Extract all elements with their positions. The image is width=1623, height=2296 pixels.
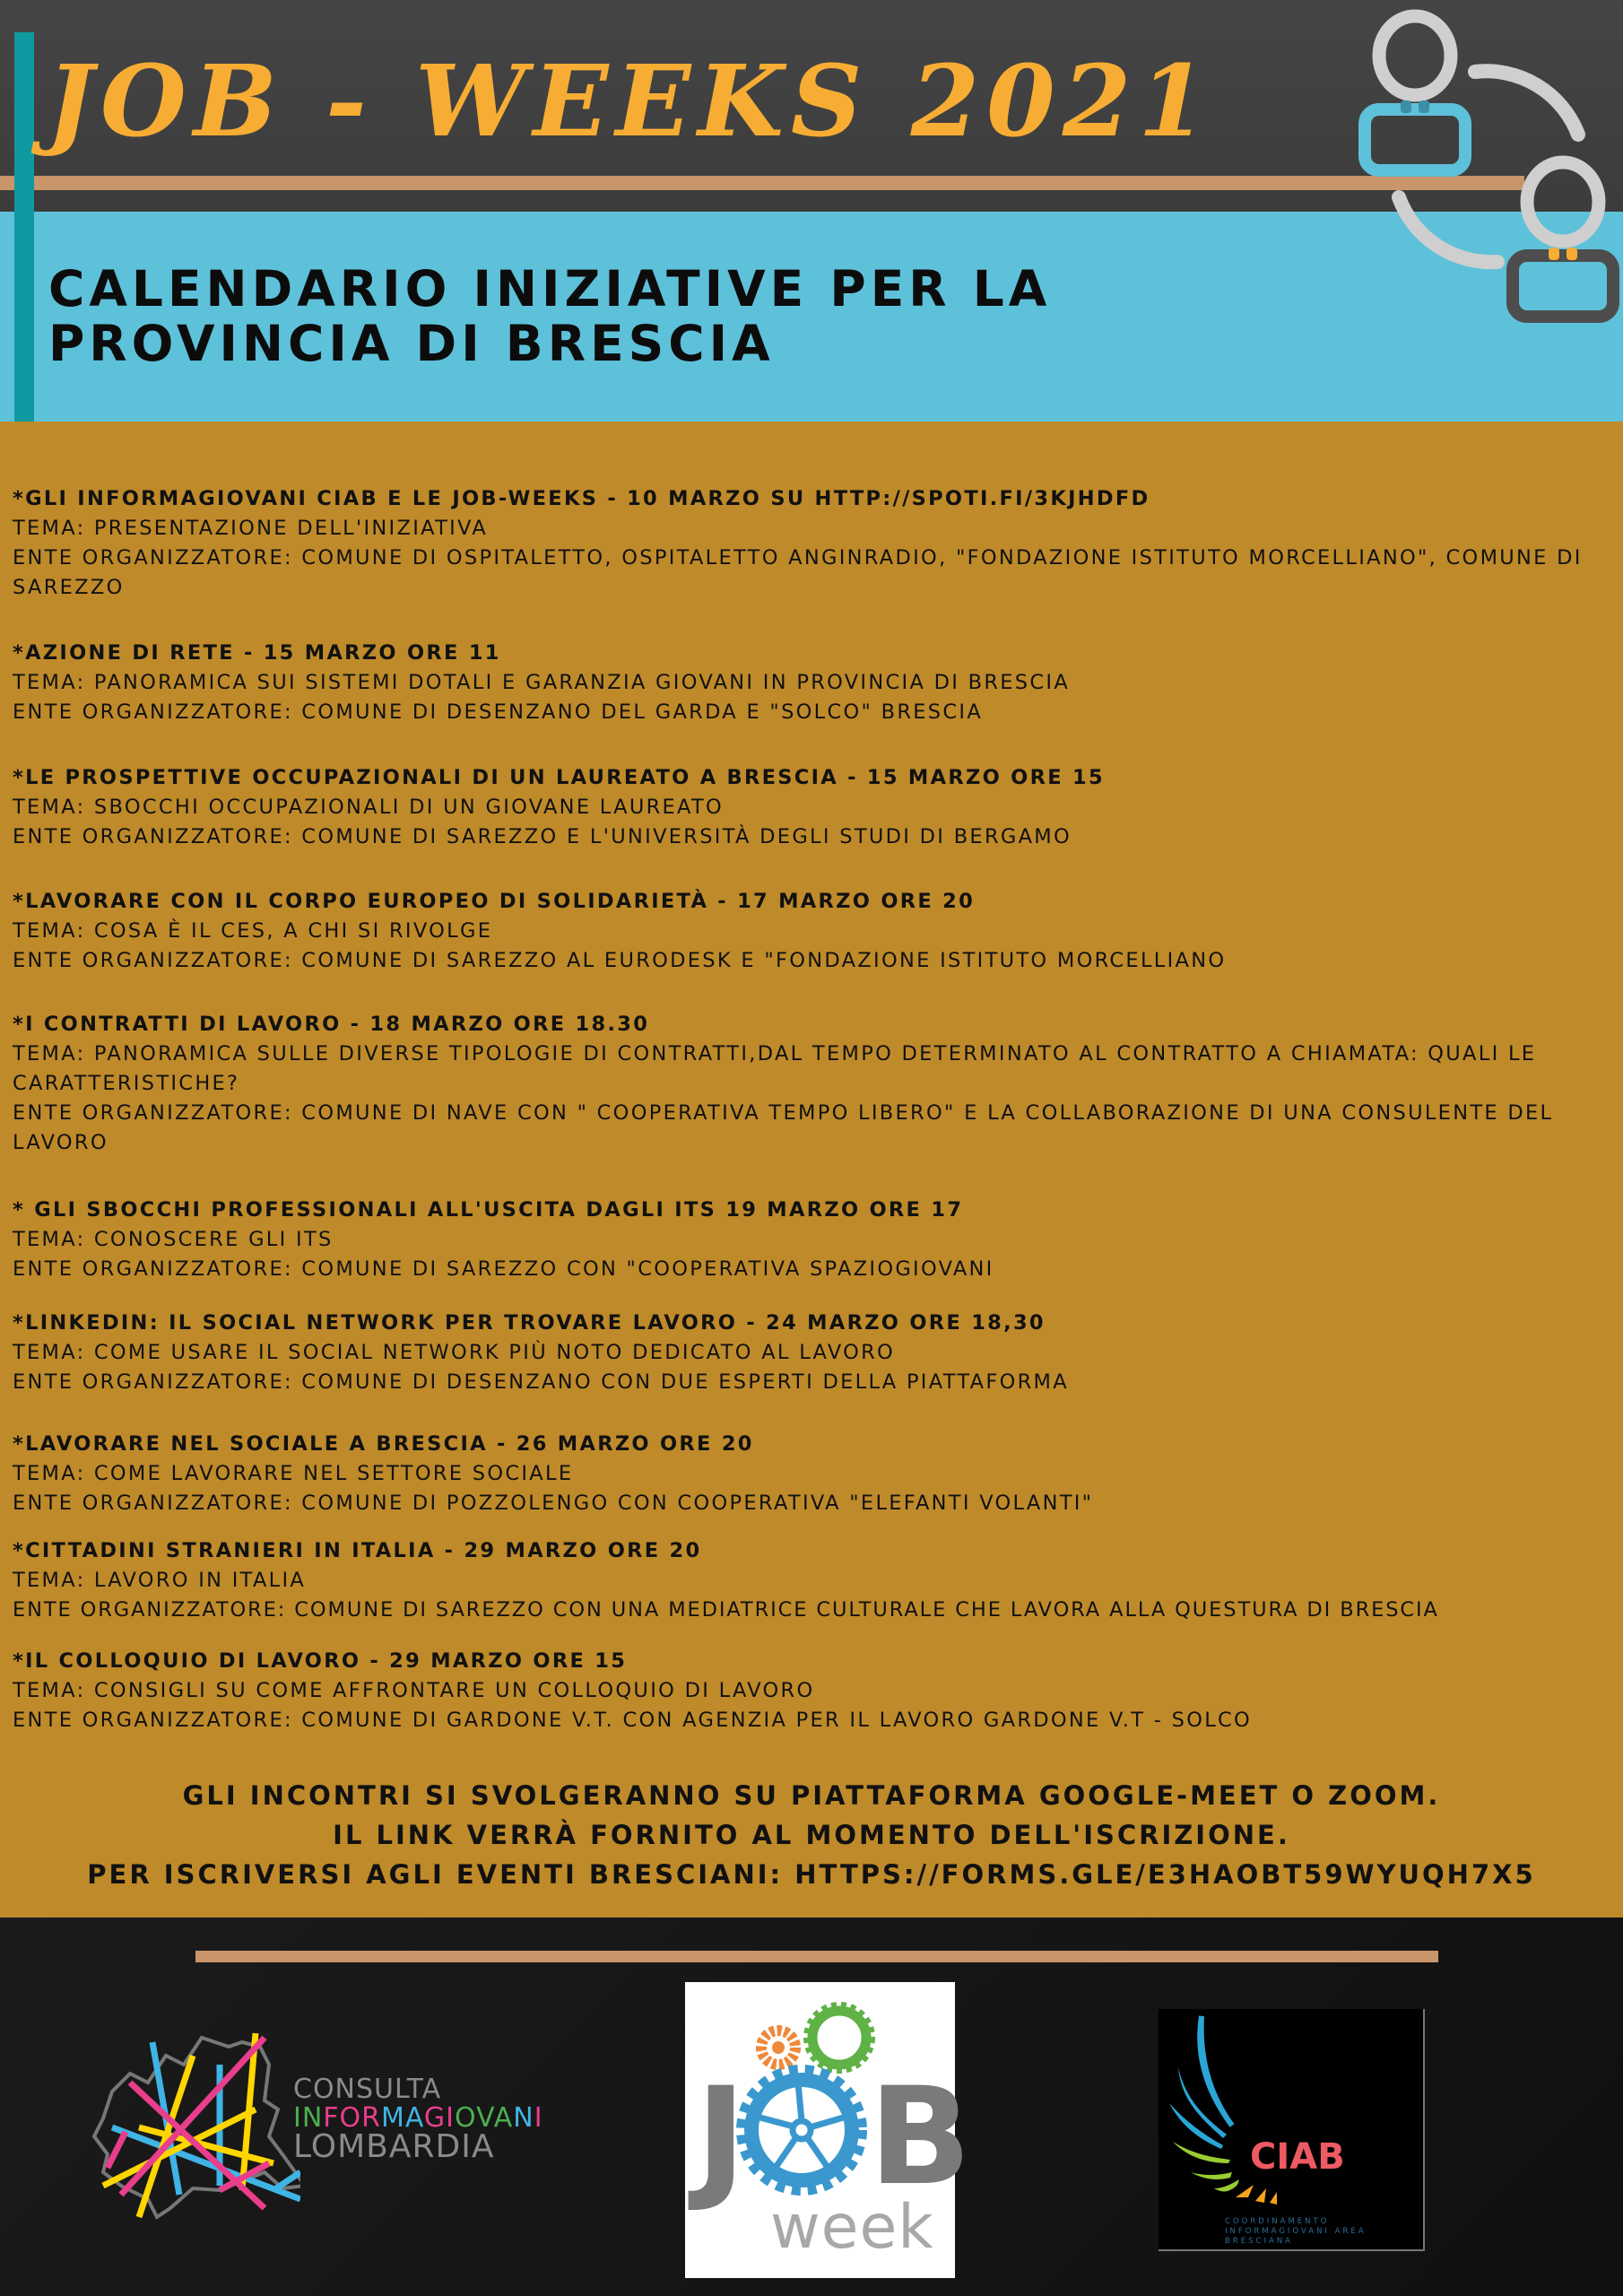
info-platform: GLI INCONTRI SI SVOLGERANNO SU PIATTAFORMA GOOGLE-MEET O ZOOM. bbox=[182, 1780, 1441, 1811]
event-ente: ENTE ORGANIZZATORE: COMUNE DI GARDONE V.T. CON AGENZIA PER IL LAVORO GARDONE V.T - SOLCO bbox=[13, 1709, 1253, 1732]
event-tema: TEMA: PANORAMICA SUI SISTEMI DOTALI E GARANZIA GIOVANI IN PROVINCIA DI BRESCIA bbox=[13, 671, 1071, 694]
event-item bbox=[13, 1647, 1618, 1735]
event-ente: ENTE ORGANIZZATORE: COMUNE DI SAREZZO AL EURODESK E "FONDAZIONE ISTITUTO MORCELLIANO bbox=[13, 949, 1227, 972]
event-tema: TEMA: PRESENTAZIONE DELL'INIZIATIVA bbox=[13, 517, 489, 540]
event-item bbox=[13, 484, 1618, 603]
event-item bbox=[13, 1309, 1618, 1397]
event-tema: TEMA: CONOSCERE GLI ITS bbox=[13, 1228, 334, 1251]
person-1-body bbox=[1365, 109, 1465, 170]
lombardia-text: LOMBARDIA bbox=[293, 2128, 495, 2165]
ciab-subtitle-2: INFORMAGIOVANI AREA bbox=[1225, 2227, 1367, 2236]
job-week-letter-j: J bbox=[696, 2059, 746, 2215]
people-network-icon bbox=[1336, 0, 1623, 341]
connector-arc-bottom bbox=[1399, 197, 1497, 262]
wing-icon bbox=[1159, 2009, 1284, 2215]
event-ente: ENTE ORGANIZZATORE: COMUNE DI OSPITALETTO, OSPITALETTO ANGINRADIO, "FONDAZIONE ISTITUTO MORCELLIANO", COMUNE DI SAREZZO bbox=[13, 546, 1583, 599]
header-accent-bar bbox=[14, 32, 34, 422]
person-1-head bbox=[1379, 16, 1451, 95]
event-ente: ENTE ORGANIZZATORE: COMUNE DI POZZOLENGO CON COOPERATIVA "ELEFANTI VOLANTI" bbox=[13, 1492, 1094, 1515]
event-item bbox=[13, 887, 1618, 976]
event-title: *IL COLLOQUIO DI LAVORO - 29 MARZO ORE 15 bbox=[13, 1649, 628, 1673]
page-subtitle: CALENDARIO INIZIATIVE PER LA PROVINCIA DI BRESCIA bbox=[48, 260, 1052, 372]
event-title: *GLI INFORMAGIOVANI CIAB E LE JOB-WEEKS - 10 MARZO SU HTTP://SPOTI.FI/3KJHDFD bbox=[13, 487, 1150, 510]
job-week-logo bbox=[685, 1982, 972, 2278]
event-item bbox=[13, 1536, 1618, 1625]
event-ente: ENTE ORGANIZZATORE: COMUNE DI SAREZZO E L'UNIVERSITÀ DEGLI STUDI DI BERGAMO bbox=[13, 825, 1072, 848]
event-title: *LINKEDIN: IL SOCIAL NETWORK PER TROVARE LAVORO - 24 MARZO ORE 18,30 bbox=[13, 1311, 1046, 1335]
event-ente: ENTE ORGANIZZATORE: COMUNE DI DESENZANO CON DUE ESPERTI DELLA PIATTAFORMA bbox=[13, 1370, 1069, 1394]
consulta-informagiovani-logo bbox=[85, 2029, 543, 2226]
info-link-note: IL LINK VERRÀ FORNITO AL MOMENTO DELL'ISCRIZIONE. bbox=[333, 1820, 1290, 1850]
event-item bbox=[13, 639, 1618, 727]
event-tema: TEMA: PANORAMICA SULLE DIVERSE TIPOLOGIE DI CONTRATTI,DAL TEMPO DETERMINATO AL CONTRATTO A CHIAMATA: QUALI LE CARATTERISTICHE? bbox=[13, 1042, 1537, 1095]
page-title: JOB - WEEKS 2021 bbox=[47, 43, 1214, 159]
person-2-head bbox=[1527, 162, 1599, 241]
event-item bbox=[13, 1430, 1618, 1518]
informagiovani-text: INFORMAGIOVANI bbox=[293, 2102, 543, 2134]
event-title: *LAVORARE CON IL CORPO EUROPEO DI SOLIDARIETÀ - 17 MARZO ORE 20 bbox=[13, 890, 976, 913]
ciab-logo bbox=[1159, 2009, 1425, 2251]
ciab-wordmark: CIAB bbox=[1250, 2136, 1345, 2178]
lombardia-map-icon bbox=[85, 2029, 300, 2226]
event-ente: ENTE ORGANIZZATORE: COMUNE DI SAREZZO CON UNA MEDIATRICE CULTURALE CHE LAVORA ALLA QUESTURA DI BRESCIA bbox=[13, 1598, 1439, 1622]
event-ente: ENTE ORGANIZZATORE: COMUNE DI DESENZANO DEL GARDA E "SOLCO" BRESCIA bbox=[13, 700, 984, 724]
event-item bbox=[13, 763, 1618, 852]
job-week-letter-b: B bbox=[869, 2059, 972, 2215]
event-item bbox=[13, 1196, 1618, 1284]
event-title: *AZIONE DI RETE - 15 MARZO ORE 11 bbox=[13, 641, 501, 665]
registration-info bbox=[0, 1776, 1623, 1894]
person-2-body bbox=[1513, 256, 1613, 317]
job-week-text: week bbox=[770, 2192, 934, 2263]
event-tema: TEMA: LAVORO IN ITALIA bbox=[13, 1569, 307, 1592]
connector-arc-top bbox=[1475, 71, 1578, 135]
event-ente: ENTE ORGANIZZATORE: COMUNE DI NAVE CON " COOPERATIVA TEMPO LIBERO" E LA COLLABORAZIONE DI UNA CONSULENTE DEL LAVORO bbox=[13, 1101, 1554, 1154]
event-title: *CITTADINI STRANIERI IN ITALIA - 29 MARZO ORE 20 bbox=[13, 1539, 702, 1562]
ciab-subtitle-1: COORDINAMENTO bbox=[1225, 2217, 1330, 2226]
event-tema: TEMA: COME USARE IL SOCIAL NETWORK PIÙ NOTO DEDICATO AL LAVORO bbox=[13, 1341, 896, 1364]
event-tema: TEMA: CONSIGLI SU COME AFFRONTARE UN COLLOQUIO DI LAVORO bbox=[13, 1679, 815, 1702]
event-title: *I CONTRATTI DI LAVORO - 18 MARZO ORE 18.30 bbox=[13, 1013, 650, 1036]
event-title: *LAVORARE NEL SOCIALE A BRESCIA - 26 MARZO ORE 20 bbox=[13, 1432, 754, 1456]
event-item bbox=[13, 1010, 1618, 1158]
consulta-text: CONSULTA bbox=[293, 2074, 442, 2105]
ciab-subtitle-3: BRESCIANA bbox=[1225, 2237, 1293, 2246]
event-title: *LE PROSPETTIVE OCCUPAZIONALI DI UN LAUREATO A BRESCIA - 15 MARZO ORE 15 bbox=[13, 766, 1105, 789]
event-tema: TEMA: SBOCCHI OCCUPAZIONALI DI UN GIOVANE LAUREATO bbox=[13, 796, 725, 819]
header-divider-stripe bbox=[0, 176, 1524, 190]
event-tema: TEMA: COSA È IL CES, A CHI SI RIVOLGE bbox=[13, 919, 493, 943]
footer-divider bbox=[195, 1951, 1438, 1962]
event-ente: ENTE ORGANIZZATORE: COMUNE DI SAREZZO CON "COOPERATIVA SPAZIOGIOVANI bbox=[13, 1257, 994, 1281]
event-tema: TEMA: COME LAVORARE NEL SETTORE SOCIALE bbox=[13, 1462, 574, 1485]
event-title: * GLI SBOCCHI PROFESSIONALI ALL'USCITA DAGLI ITS 19 MARZO ORE 17 bbox=[13, 1198, 964, 1222]
info-registration-link[interactable]: PER ISCRIVERSI AGLI EVENTI BRESCIANI: HTTPS://FORMS.GLE/E3HAOBT59WYUQH7X5 bbox=[87, 1859, 1536, 1890]
